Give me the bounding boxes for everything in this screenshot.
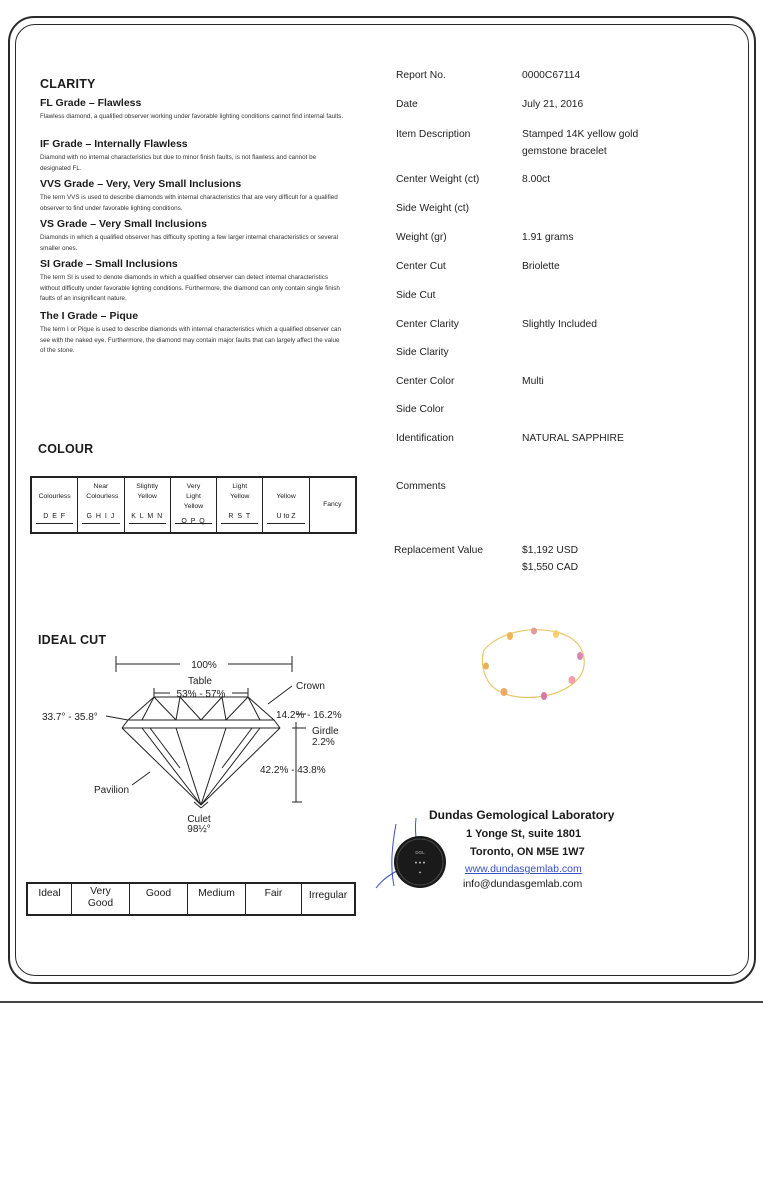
clarity-grade-title: IF Grade – Internally Flawless xyxy=(40,138,188,150)
clarity-grade-title: The I Grade – Pique xyxy=(40,310,139,322)
clarity-grade-title: SI Grade – Small Inclusions xyxy=(40,258,178,270)
clarity-heading: CLARITY xyxy=(40,77,96,91)
weight-gr-label: Weight (gr) xyxy=(396,232,447,243)
table-label: Table xyxy=(188,676,212,687)
center-cut-label: Center Cut xyxy=(396,261,446,272)
clarity-grade-title: FL Grade – Flawless xyxy=(40,97,142,109)
table-range-label: 53% - 57% xyxy=(176,689,226,700)
laboratory-seal xyxy=(366,816,462,896)
clarity-grade-desc: The term I or Pique is used to describe diamonds with internal characteristics which a qualified observer can see with the naked eye. Furthermore, the diamond may contain major faults that can largely affect the value of the stone. xyxy=(40,326,341,354)
clarity-grade-title: VS Grade – Very Small Inclusions xyxy=(40,218,207,230)
side-color-label: Side Color xyxy=(396,404,445,415)
lab-email[interactable]: info@dundasgemlab.com xyxy=(463,878,583,890)
pavilion-depth-label: 42.2% - 43.8% xyxy=(260,765,326,776)
replacement-cad-value: $1,550 CAD xyxy=(522,562,579,573)
lab-name: Dundas Gemological Laboratory xyxy=(429,808,615,822)
svg-text:DGL: DGL xyxy=(415,850,425,855)
crown-angle-label: 33.7° - 35.8° xyxy=(42,712,98,723)
cut-grade-cell: Very Good xyxy=(72,884,130,914)
bracelet-photo xyxy=(470,622,600,712)
center-weight-value: 8.00ct xyxy=(522,174,551,185)
culet-angle-label: 98½° xyxy=(187,824,211,835)
center-clarity-label: Center Clarity xyxy=(396,319,459,330)
clarity-grade-title: VVS Grade – Very, Very Small Inclusions xyxy=(40,178,242,190)
svg-text:✦: ✦ xyxy=(418,870,422,875)
colour-cell: Slightly Yellow K L M N xyxy=(125,478,171,532)
colour-cell: Yellow U to Z xyxy=(263,478,309,532)
colour-cell-fancy: Fancy xyxy=(323,501,342,508)
center-cut-value: Briolette xyxy=(522,261,560,272)
cut-grade-cell: Good xyxy=(130,884,188,914)
clarity-grade-desc: Diamond with no internal characteristics but due to minor finish faults, is not flawless and cannot be designated FL. xyxy=(40,154,317,172)
colour-cell: Light Yellow R S T xyxy=(217,478,263,532)
cut-grade-cell: Medium xyxy=(188,884,246,914)
date-value: July 21, 2016 xyxy=(522,99,584,110)
cut-grade-cell: Ideal xyxy=(28,884,72,914)
lab-address-line2: Toronto, ON M5E 1W7 xyxy=(470,846,585,858)
weight-gr-value: 1.91 grams xyxy=(522,232,574,243)
girdle-value-label: 2.2% xyxy=(312,737,335,748)
colour-heading: COLOUR xyxy=(38,442,94,456)
girdle-label: Girdle xyxy=(312,726,339,737)
colour-cell: Very Light Yellow O P Q xyxy=(171,478,217,532)
clarity-grade-desc: Flawless diamond, a qualified observer working under favorable lighting conditions cannot find internal faults. xyxy=(40,113,344,120)
item-description-value: Stamped 14K yellow gold gemstone bracelet xyxy=(522,129,639,157)
center-weight-label: Center Weight (ct) xyxy=(396,174,480,185)
replacement-usd-value: $1,192 USD xyxy=(522,545,579,556)
total-width-label: 100% xyxy=(191,660,217,671)
replacement-value-label: Replacement Value xyxy=(394,545,484,556)
pavilion-label: Pavilion xyxy=(94,785,130,796)
date-label: Date xyxy=(396,99,418,110)
identification-value: NATURAL SAPPHIRE xyxy=(522,433,624,444)
item-description-label: Item Description xyxy=(396,129,471,140)
report-no-value: 0000C67114 xyxy=(522,70,581,81)
side-cut-label: Side Cut xyxy=(396,290,436,301)
center-color-label: Center Color xyxy=(396,376,455,387)
clarity-grade-desc: The term SI is used to denote diamonds in which a qualified observer can detect internal characteristics without difficulty under favorable lighting conditions. Furthermore, the diamond can only contain single finish faults of an insignificant nature. xyxy=(40,274,340,302)
comments-label: Comments xyxy=(396,481,446,492)
identification-label: Identification xyxy=(396,433,454,444)
clarity-grade-desc: The term VVS is used to describe diamonds with internal characteristics that are very difficult for a qualified observer to find under favorable lighting conditions. xyxy=(40,194,338,212)
side-weight-label: Side Weight (ct) xyxy=(396,203,470,214)
crown-label: Crown xyxy=(296,681,325,692)
colour-scale-table xyxy=(30,476,357,534)
center-color-value: Multi xyxy=(522,376,544,387)
culet-label: Culet xyxy=(187,814,211,825)
crown-height-label: 14.2% - 16.2% xyxy=(276,710,342,721)
clarity-grade-desc: Diamonds in which a qualified observer has difficulty spotting a few larger internal characteristics or several smaller ones. xyxy=(40,234,339,252)
page-divider xyxy=(0,1001,763,1003)
cut-grade-cell: Irregular xyxy=(308,890,348,901)
center-clarity-value: Slightly Included xyxy=(522,319,597,330)
cut-grade-table xyxy=(26,882,356,916)
diamond-proportions-diagram xyxy=(30,650,370,845)
report-no-label: Report No. xyxy=(396,70,446,81)
cut-grade-cell: Fair xyxy=(246,884,302,914)
colour-cell: Colourless D E F xyxy=(32,478,78,532)
svg-text:● ● ●: ● ● ● xyxy=(414,860,426,865)
lab-address-line1: 1 Yonge St, suite 1801 xyxy=(466,828,582,840)
ideal-cut-heading: IDEAL CUT xyxy=(38,633,107,647)
side-clarity-label: Side Clarity xyxy=(396,347,449,358)
colour-cell: Near Colourless G H I J xyxy=(78,478,124,532)
lab-website-link[interactable]: www.dundasgemlab.com xyxy=(465,863,582,875)
